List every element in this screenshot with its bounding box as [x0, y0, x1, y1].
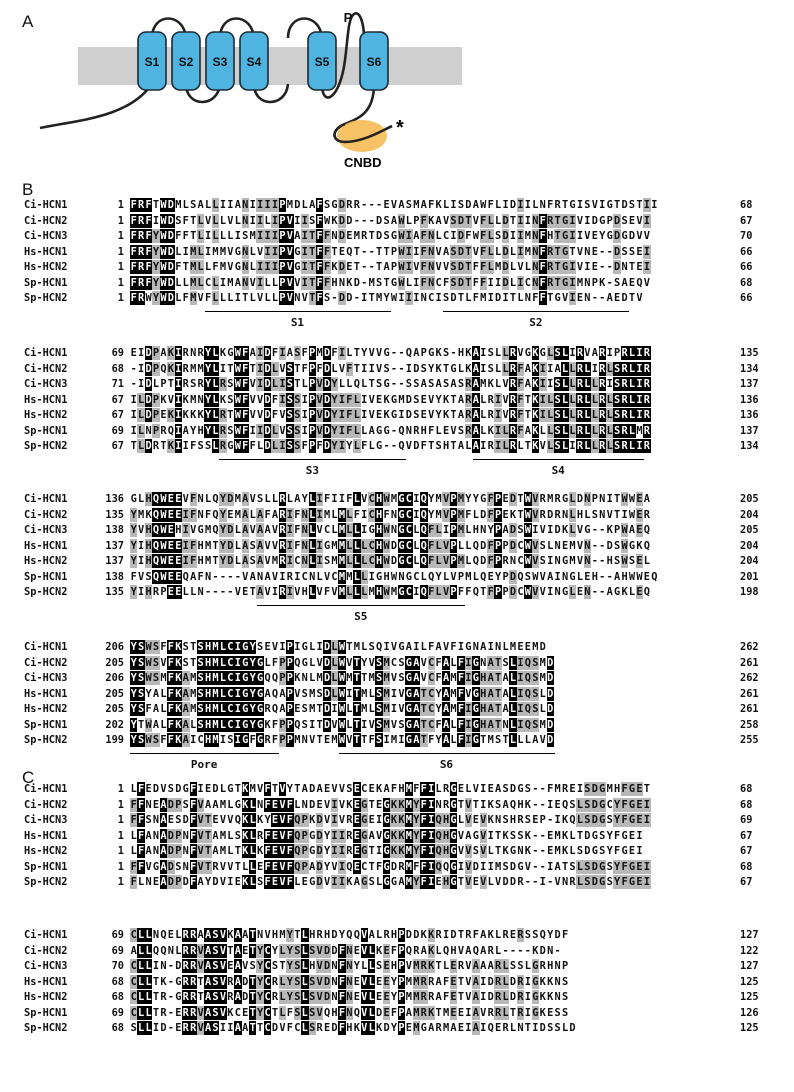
start-position: 199	[105, 734, 124, 746]
sequence-residues: FRFIWDSFTLVLLVLNIILIPVIISFWKDD---DSAWLPFKAVSDTVFLLDTIINFRTGIVIDGPDSEVI	[130, 214, 650, 227]
start-position: 1	[117, 276, 124, 289]
sequence-name: Ci-HCN2	[24, 798, 68, 811]
channel-topology-diagram	[0, 0, 794, 180]
start-position: 202	[105, 718, 124, 731]
start-position: 135	[105, 508, 124, 521]
sequence-residues: CLLTR-ERRVASVKCETYCTLFSLSVQHFNQVLDEFPAMRKTMEEIAVRRLTRIGKESS	[130, 1006, 569, 1019]
end-position: 262	[740, 641, 759, 653]
end-position: 136	[740, 393, 759, 406]
sequence-residues: YIHRPEELLN----VETAVIRIVHLVFVMLLLMHWMGCIQFLVPFFQTFPPDCWVVINGLEN--AGKLEQ	[130, 586, 650, 598]
sequence-residues: FVSQWEEQAFN----VANAVIRICNLVCMMLLIGHWNGCLQYLVPMLQEYPDQSWVAINGLEH--AHWWEQ	[130, 570, 658, 583]
end-position: 204	[740, 539, 759, 552]
sequence-residues: FRFTWDMLSALLIIANIIIIPMDLAFSGDRR---EVASMAFKLISDAWFLIDIILNFRTGISVIGTDSTII	[130, 199, 658, 211]
end-position: 261	[740, 687, 759, 700]
end-position: 69	[740, 814, 753, 826]
start-position: 1	[117, 245, 124, 258]
sequence-name: Sp-HCN1	[24, 860, 68, 873]
end-position: 68	[740, 783, 753, 795]
start-position: 67	[111, 393, 124, 406]
end-position: 262	[740, 672, 759, 684]
sequence-residues: ILNPRQIAYHYLRSWFIIDLVSSIPVDYIFLLAGG-QNRHFLEVSRALKILRFAKLLSLLRLLRLSRLMR	[130, 424, 650, 437]
start-position: 205	[105, 656, 124, 669]
end-position: 68	[740, 798, 753, 811]
region-label: Pore	[190, 757, 218, 771]
end-position: 127	[740, 929, 759, 941]
start-position: 1	[117, 814, 124, 826]
start-position: 137	[105, 539, 124, 552]
region-underline	[257, 605, 466, 607]
end-position: 125	[740, 1022, 759, 1034]
sequence-residues: YIHQWEEIFHMTYDLASAVMRICNLISMMLLLCHWDGCLQFLVPMLQDFPRNCWVSINGMVN--HSWSEL	[130, 555, 650, 567]
sequence-residues: CLLTK-GRRTASVRADTYCRLYSLSVDNFNEVLEEYPMMRRAFETVAIDRLDRIGKKNS	[130, 975, 569, 988]
sequence-residues: SLLID-ERRVASIIAATTCDVFCLSREDFHKVLKDYPEMGARMAEIAIQERLNTIDSSLD	[130, 1022, 576, 1034]
region-label: S3	[305, 463, 319, 477]
sequence-name: Ci-HCN1	[24, 929, 68, 941]
sequence-residues: FRWYWDLFMVFLLLITLVLLPVNVTFS-DD-ITMYWIIINCISDTLFMIDITLNFFTGVIEN--AEDTV	[130, 292, 643, 304]
end-position: 201	[740, 570, 759, 583]
end-position: 255	[740, 734, 759, 746]
membrane-band	[78, 47, 462, 85]
sequence-residues: FFSNAESDFVTEVVQKLKYEVFQPKDVIVREGEIGKKMYFIQHGLVEVKNSHRSEP-IKQLSDGSYFGEI	[130, 814, 650, 826]
sequence-name: Ci-HCN3	[24, 960, 68, 972]
sequence-name: Ci-HCN3	[24, 378, 68, 390]
helix-label-s1: S1	[144, 55, 160, 69]
sequence-name: Hs-HCN1	[24, 245, 68, 258]
sequence-name: Ci-HCN1	[24, 783, 68, 795]
sequence-residues: FFVGADSNFVTRVVTLLEFEVFQPADYVIQECTFGDRMFFIQQGIVDIIMSDGV--IATSLSDGSYFGEI	[130, 860, 650, 873]
sequence-name: Ci-HCN3	[24, 230, 68, 242]
region-label: S6	[439, 757, 454, 771]
pore-label: P	[343, 10, 353, 25]
sequence-name: Ci-HCN2	[24, 944, 68, 957]
sequence-name: Ci-HCN1	[24, 347, 68, 359]
sequence-residues: YSFALFKAMSHMLCIGYGRQAPESMTDIWLTMLSMIVGATCYAMFIGHATALIQSLD	[130, 703, 554, 715]
panel-label-a: A	[22, 12, 34, 31]
sequence-name: Hs-HCN2	[24, 845, 68, 857]
start-position: 1	[117, 860, 124, 873]
sequence-residues: ILDPKVIKMNYLKSWFVVDFISSIPVDYIFLIVEKGMDSEVYKTARALRIVRFTKILSLLRLLRLSRLIR	[130, 393, 650, 406]
start-position: 205	[105, 687, 124, 700]
helix-label-s6: S6	[366, 55, 382, 69]
sequence-name: Ci-HCN2	[24, 508, 68, 521]
end-position: 261	[740, 703, 759, 715]
sequence-residues: LFANADPNFVTAMLSKLRFEVFQPGDYIIREGAVGKKMYFIQHGVAGVITKSSK--EMKLTDGSYFGEI	[130, 829, 643, 842]
start-position: 67	[111, 440, 124, 452]
start-position: 135	[105, 586, 124, 598]
sequence-name: Sp-HCN2	[24, 734, 68, 746]
end-position: 204	[740, 555, 759, 567]
start-position: 136	[105, 493, 124, 505]
end-position: 67	[740, 214, 753, 227]
sequence-name: Sp-HCN2	[24, 440, 68, 452]
start-position: 1	[117, 199, 124, 211]
sequence-residues: YVHQWEHIVGMQYDLAVAAVRIFNLVCLMLLIGHWNGCLQFLIPMLHNYPADSWIVIDKLVG--KPWAEQ	[130, 524, 650, 536]
start-position: 67	[111, 409, 124, 421]
start-position: 68	[111, 1022, 124, 1034]
end-position: 137	[740, 378, 759, 390]
sequence-name: Sp-HCN2	[24, 586, 68, 598]
sequence-name: Hs-HCN1	[24, 393, 68, 406]
sequence-residues: YSWSVFKSTSHMLCIGYGLFPPQGLVDLWVTYVSMCSGAVCFALFIGNATSLIQSMD	[130, 656, 554, 669]
start-position: 1	[117, 292, 124, 304]
end-position: 68	[740, 276, 753, 289]
sequence-name: Sp-HCN1	[24, 424, 68, 437]
sequence-residues: CLLTR-GRRTASVRADTYCRLYSLSVDNFNEVLEEYPMMRRAFETVAIDRLDRIGKKNS	[130, 991, 569, 1003]
start-position: 69	[111, 347, 124, 359]
start-position: 138	[105, 570, 124, 583]
sequence-residues: YSWSFFKAICHMISIGFGRFPPMNVTEMWVTTFSIMIGATFYALFIGTMSTLLLAVD	[130, 734, 554, 746]
region-label: S2	[529, 315, 543, 329]
panel-label-b: B	[22, 180, 34, 199]
sequence-residues: GLHQWEEVFNLQYDMAVSLLRLAYLIFIIFLVCHWMGCIQYMVPMYYGFPEDTWVRMRGLDNPNITWWEA	[130, 493, 650, 505]
end-position: 135	[740, 347, 759, 359]
start-position: 70	[111, 960, 124, 972]
sequence-name: Hs-HCN1	[24, 975, 68, 988]
end-position: 198	[740, 586, 759, 598]
sequence-residues: YMKQWEEIFNFQYEMALAFARIFNLIMLMLFICHFNGCIQYMVPMFLDFPEKTWVRDRNLHLSNVTIWER	[130, 508, 650, 521]
sequence-residues: ALLQQNLRRVASVTAETYCYLYSLSVDDFNEVLKEFPQRAKLQHVAQARL----KDN-	[130, 944, 561, 957]
end-position: 66	[740, 292, 753, 304]
sequence-name: Sp-HCN2	[24, 876, 68, 888]
region-underline	[219, 459, 405, 461]
sequence-name: Hs-HCN2	[24, 261, 68, 273]
end-position: 136	[740, 409, 759, 421]
region-label: S4	[551, 463, 565, 477]
end-position: 137	[740, 424, 759, 437]
sequence-residues: -IDPQKIRMMYLITWFTIDLVSTFPFDLVFTIIVS--IDSYKTGLKAISLLRFAKIIALLRLIRLSRLIR	[130, 362, 650, 375]
sequence-name: Ci-HCN1	[24, 641, 68, 653]
region-label: S1	[290, 315, 305, 329]
sequence-residues: LFEDVSDGFIEDLGTKMVFTVYTADAEVVSECEKAFHMFFILRGELVIEASDGS--FMREISDGMHFGET	[130, 783, 650, 795]
sequence-residues: YSWSFFKSTSHMLCIGYSEVIPIGLIDLWTMLSQIVGAILFAVFIGNAINLMEEMD	[130, 641, 546, 653]
sequence-name: Sp-HCN2	[24, 292, 68, 304]
cnbd-marker: *	[396, 117, 404, 139]
sequence-name: Sp-HCN1	[24, 1006, 68, 1019]
end-position: 67	[740, 845, 753, 857]
region-underline	[130, 753, 279, 755]
start-position: 1	[117, 845, 124, 857]
sequence-residues: YTWALFKALSHMLCIGYGKFPPQSITDVWLTIVSMVSGATCFALFIGHATNLIQSMD	[130, 718, 554, 731]
helix-label-s5: S5	[314, 55, 330, 69]
end-position: 70	[740, 230, 753, 242]
sequence-residues: FRFYWDFTMLLFMVGNLIIIPVGITFFKDET--TAPWIVFNVVSDTFFLMDLVLNFRTGIVIE--DNTEI	[130, 261, 650, 273]
end-position: 258	[740, 718, 759, 731]
region-underline	[339, 753, 555, 755]
sequence-residues: FFNEADPSFVAAMLGKLNFEVFLNDEVIVKEGTEGKKMYFINRGTVTIKSAQHK--IEQSLSDGCYFGEI	[130, 798, 650, 811]
sequence-residues: FRFYWDFFTLILLLISMIIIPVAITFFNDEMRTDSGWIAFNLCIDFWFLSDIIMNFHTGIIVEYGDGDVV	[130, 230, 650, 242]
end-position: 205	[740, 493, 759, 505]
sequence-residues: LFANADPNFVTAMLTKLKFEVFQPGDYIIREGTIGKKMYFIQHGVVSVLTKGNK--EMKLSDGSYFGEI	[130, 845, 643, 857]
sequence-name: Ci-HCN1	[24, 199, 68, 211]
sequence-name: Hs-HCN2	[24, 991, 68, 1003]
start-position: 68	[111, 975, 124, 988]
end-position: 134	[740, 362, 759, 375]
end-position: 134	[740, 440, 759, 452]
end-position: 261	[740, 656, 759, 669]
sequence-name: Sp-HCN1	[24, 276, 68, 289]
region-underline	[473, 459, 644, 461]
end-position: 68	[740, 199, 753, 211]
sequence-residues: CLLNQELRRAASVKAATNVHMYTLHRHDYQQVALRHPDDKKRIDTRFAKLRERSSQYDF	[130, 929, 569, 941]
sequence-residues: CLLIN-DRRVASVEAVSYCSTYSLHVDNFNYLLSEHPVMRKTLERVAAARLSSLGRHNP	[130, 960, 569, 972]
sequence-residues: FRFYWDLLMLCLIMANVILLPVVITFFHNKD-MSTGWLIFNCFSDTFFIIDLICNFRTGIMNPK-SAEQV	[130, 276, 650, 289]
start-position: 205	[105, 703, 124, 715]
end-position: 67	[740, 876, 753, 888]
start-position: 69	[111, 929, 124, 941]
start-position: 69	[111, 1006, 124, 1019]
end-position: 67	[740, 829, 753, 842]
sequence-name: Hs-HCN2	[24, 703, 68, 715]
cnbd-label: CNBD	[344, 155, 382, 170]
sequence-name: Hs-HCN2	[24, 409, 68, 421]
sequence-residues: FRFYWDLIMLIMMVGNLVIIPVGITFFTEQT--TTPWIIFNVASDTVFLLDLIMNFRTGTVNE--DSSEI	[130, 245, 650, 258]
start-position: 68	[111, 991, 124, 1003]
sequence-name: Ci-HCN1	[24, 493, 68, 505]
sequence-name: Ci-HCN3	[24, 814, 68, 826]
helix-label-s4: S4	[246, 55, 262, 69]
sequence-name: Hs-HCN1	[24, 687, 68, 700]
end-position: 204	[740, 508, 759, 521]
sequence-residues: -IDLPTIRSRYLRSWFVIDLISTLPVDYLLQLTSG--SSASASASRAMKLVRFAKIISLLRLLRISRLIR	[130, 378, 650, 390]
end-position: 66	[740, 245, 753, 258]
start-position: 1	[117, 829, 124, 842]
helix-label-s2: S2	[178, 55, 194, 69]
end-position: 68	[740, 860, 753, 873]
start-position: 69	[111, 944, 124, 957]
end-position: 66	[740, 261, 753, 273]
sequence-residues: EIDPAKIRNRYLKGWFAIDFIASFPMDFILTYVVG--QAPGKS-HKAISLLRVGKGLSLIRVARIPRLIR	[130, 347, 650, 359]
sequence-residues: YSYALFKAMSHMLCIGYGAQAPVSMSDLWITMLSMIVGATCYAMFVGHATALIQSLD	[130, 687, 554, 700]
sequence-name: Ci-HCN3	[24, 672, 68, 684]
start-position: 1	[117, 798, 124, 811]
sequence-residues: FLNEADPDFAYDVIEKLSFEVFLEGDVIIKAGSLGGAMYFIEHGTVEVLVDDR--I-VNRLSDGSYFGEI	[130, 876, 650, 888]
start-position: 71	[111, 378, 124, 390]
sequence-name: Sp-HCN2	[24, 1022, 68, 1034]
sequence-name: Ci-HCN3	[24, 524, 68, 536]
start-position: 1	[117, 261, 124, 273]
start-position: 1	[117, 214, 124, 227]
sequence-name: Hs-HCN1	[24, 539, 68, 552]
end-position: 125	[740, 975, 759, 988]
sequence-residues: ILDPEKIKKKYLRTWFVVDFVSSIPVDYIFLIVEKGIDSEVYKTARALRIVRFTKILSLLRLLRLSRLIR	[130, 409, 650, 421]
start-position: 68	[111, 362, 124, 375]
helix-label-s3: S3	[212, 55, 228, 69]
start-position: 138	[105, 524, 124, 536]
end-position: 126	[740, 1006, 759, 1019]
sequence-residues: YSWSMFKAMSHMLCIGYGQQPPKNLMDLWMTTMSMVSGAVCFAMFIGHATALIQSMD	[130, 672, 554, 684]
sequence-name: Hs-HCN2	[24, 555, 68, 567]
region-underline	[205, 311, 391, 313]
sequence-residues: TLDRTKIIFSSLRGWFFLDLISSFPFDYIYLFLG--QVDFTSHTALAIRILRLTKVLSLIRLLRLSRLIR	[130, 440, 650, 452]
end-position: 122	[740, 944, 759, 957]
start-position: 69	[111, 424, 124, 437]
end-position: 205	[740, 524, 759, 536]
sequence-name: Ci-HCN2	[24, 362, 68, 375]
start-position: 206	[105, 641, 124, 653]
sequence-name: Ci-HCN2	[24, 656, 68, 669]
sequence-name: Sp-HCN1	[24, 718, 68, 731]
sequence-name: Sp-HCN1	[24, 570, 68, 583]
start-position: 1	[117, 783, 124, 795]
sequence-residues: YIHQWEEIFHMTYDLASAVVRIFNLIGMMLLLCHWDGCLQFLVPLLQDFPPDCWVSLNEMVN--DSWGKQ	[130, 539, 650, 552]
region-underline	[443, 311, 629, 313]
start-position: 137	[105, 555, 124, 567]
sequence-name: Hs-HCN1	[24, 829, 68, 842]
start-position: 1	[117, 876, 124, 888]
sequence-name: Ci-HCN2	[24, 214, 68, 227]
start-position: 206	[105, 672, 124, 684]
end-position: 125	[740, 991, 759, 1003]
start-position: 1	[117, 230, 124, 242]
panel-label-c: C	[22, 768, 35, 787]
end-position: 127	[740, 960, 759, 972]
region-label: S5	[354, 609, 368, 623]
